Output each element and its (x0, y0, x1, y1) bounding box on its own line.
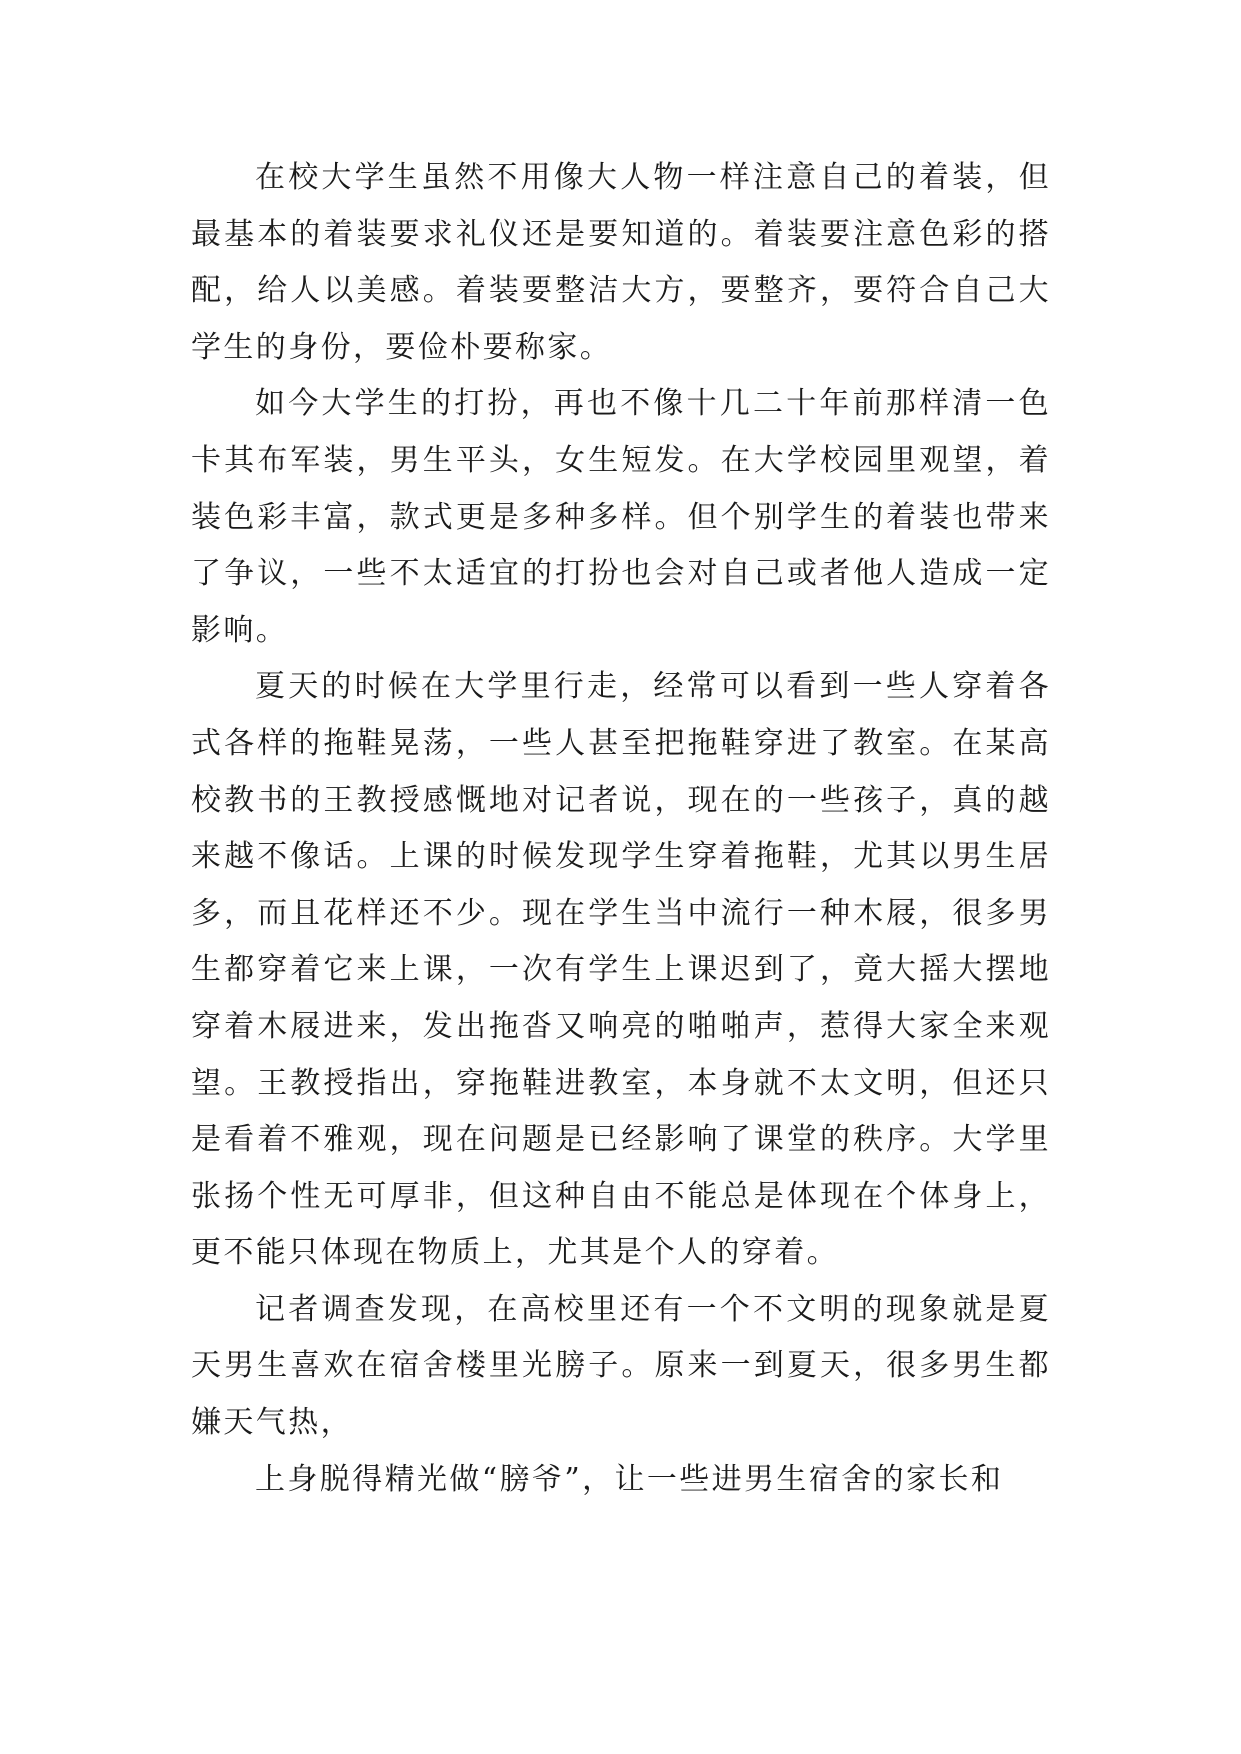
paragraph: 在校大学生虽然不用像大人物一样注意自己的着装，但最基本的着装要求礼仪还是要知道的。着装要注意色彩的搭配，给人以美感。着装要整洁大方，要整齐，要符合自己大学生的身份，要俭朴要称家。 (191, 160, 1051, 365)
paragraph: 记者调查发现，在高校里还有一个不文明的现象就是夏天男生喜欢在宿舍楼里光膀子。原来一到夏天，很多男生都嫌天气热， (191, 1291, 1051, 1441)
paragraph: 夏天的时候在大学里行走，经常可以看到一些人穿着各式各样的拖鞋晃荡，一些人甚至把拖鞋穿进了教室。在某高校教书的王教授感慨地对记者说，现在的一些孩子，真的越来越不像话。上课的时候发现学生穿着拖鞋，尤其以男生居多，而且花样还不少。现在学生当中流行一种木屐，很多男生都穿着它来上课，一次有学生上课迟到了，竟大摇大摆地穿着木屐进来，发出拖沓又响亮的啪啪声，惹得大家全来观望。王教授指出，穿拖鞋进教室，本身就不太文明，但还只是看着不雅观，现在问题是已经影响了课堂的秩序。大学里张扬个性无可厚非，但这种自由不能总是体现在个体身上，更不能只体现在物质上，尤其是个人的穿着。 (191, 669, 1051, 1271)
paragraph: 如今大学生的打扮，再也不像十几二十年前那样清一色卡其布军装，男生平头，女生短发。在大学校园里观望，着装色彩丰富，款式更是多种多样。但个别学生的着装也带来了争议，一些不太适宜的打扮也会对自己或者他人造成一定影响。 (191, 386, 1051, 648)
document-body (191, 150, 1051, 1508)
paragraph: 上身脱得精光做“膀爷”，让一些进男生宿舍的家长和 (255, 1461, 1004, 1497)
